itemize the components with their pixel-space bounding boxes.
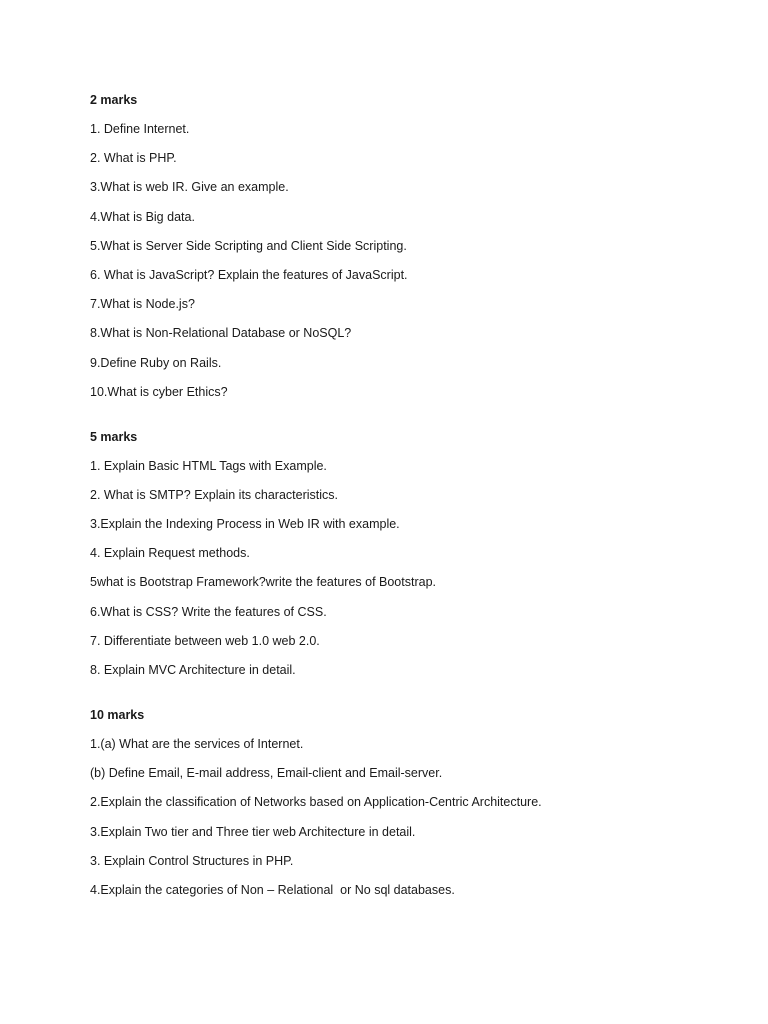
question-item: 8. Explain MVC Architecture in detail. — [90, 663, 296, 677]
question-item: 1. Explain Basic HTML Tags with Example. — [90, 458, 327, 473]
question-item: 4.Explain the categories of Non – Relational or No sql databases. — [90, 882, 455, 897]
question-item: 7. Differentiate between web 1.0 web 2.0. — [90, 633, 320, 648]
section-heading: 10 marks — [90, 708, 145, 722]
section-heading: 5 marks — [90, 429, 138, 444]
question-item: 8.What is Non-Relational Database or NoSQL? — [90, 326, 352, 341]
question-item: 10.What is cyber Ethics? — [90, 384, 228, 399]
section-5-marks — [90, 429, 730, 678]
question-item: 6. What is JavaScript? Explain the features of JavaScript. — [90, 267, 408, 282]
question-item: (b) Define Email, E-mail address, Email-client and Email-server. — [90, 766, 443, 781]
question-item: 6.What is CSS? Write the features of CSS. — [90, 604, 327, 619]
question-item: 9.Define Ruby on Rails. — [90, 355, 222, 370]
section-2-marks — [90, 92, 730, 400]
question-item: 3.What is web IR. Give an example. — [90, 180, 289, 195]
question-item: 5.What is Server Side Scripting and Client Side Scripting. — [90, 238, 407, 253]
question-item: 3. Explain Control Structures in PHP. — [90, 853, 294, 868]
question-item: 3.Explain Two tier and Three tier web Architecture in detail. — [90, 824, 416, 839]
question-item: 3.Explain the Indexing Process in Web IR with example. — [90, 517, 400, 532]
question-item: 2. What is SMTP? Explain its characteristics. — [90, 487, 338, 502]
question-item: 7.What is Node.js? — [90, 297, 195, 312]
question-list — [90, 92, 730, 911]
question-item: 2. What is PHP. — [90, 151, 177, 166]
section-heading: 2 marks — [90, 93, 138, 107]
question-item: 1.(a) What are the services of Internet. — [90, 737, 304, 751]
question-item: 2.Explain the classification of Networks based on Application-Centric Architecture. — [90, 795, 542, 810]
question-item: 4. Explain Request methods. — [90, 546, 250, 561]
question-item: 4.What is Big data. — [90, 209, 195, 224]
question-item: 5what is Bootstrap Framework?write the features of Bootstrap. — [90, 575, 436, 590]
question-item: 1. Define Internet. — [90, 122, 190, 136]
section-10-marks — [90, 707, 730, 898]
